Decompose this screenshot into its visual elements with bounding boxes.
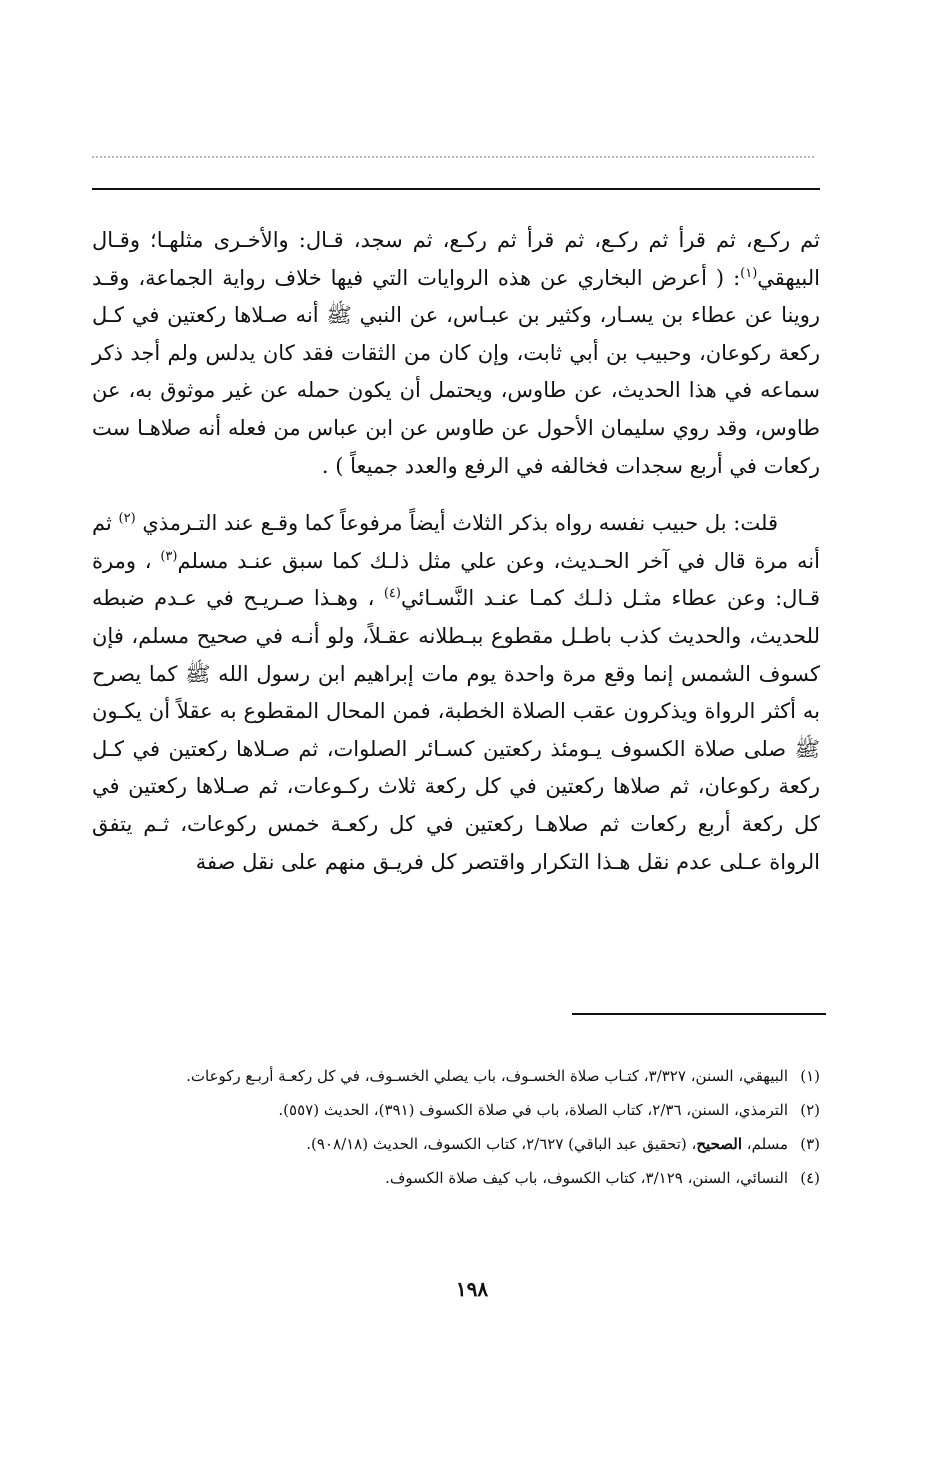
header-dotted-rule <box>92 156 814 158</box>
footnote-text: البيهقي، السنن، ٣/٣٢٧، كتـاب صلاة الخسـوف، باب يصلي الخسـوف، في كل ركعـة أربـع ركوعات. <box>186 1067 788 1085</box>
footnote-1 <box>98 1064 820 1088</box>
footnote-text: الترمذي، السنن، ٢/٣٦، كتاب الصلاة، باب في صلاة الكسوف (٣٩١)، الحديث (٥٥٧). <box>278 1101 788 1119</box>
footnote-text <box>98 1132 788 1156</box>
footnote-ref-2: (٢) <box>118 511 136 527</box>
header-rule <box>92 188 820 190</box>
footnote-ref-3: (٣) <box>160 548 178 564</box>
footnote-number: (٤) <box>800 1169 820 1187</box>
footnote-text-part: مسلم، <box>742 1135 788 1153</box>
footnote-book-title: الصحيح <box>696 1135 743 1153</box>
footnote-number: (١) <box>800 1067 820 1085</box>
footnote-separator <box>572 1013 826 1015</box>
footnote-4 <box>98 1166 820 1190</box>
paragraph-2-part-a: قلت: بل حبيب نفسه رواه بذكر الثلاث أيضاً مرفوعاً كما وقـع عند التـرمذي <box>142 511 778 536</box>
footnotes <box>98 1064 820 1200</box>
paragraph-2-part-c: ، ومرة قـال: وعن عطاء مثـل ذلـك كمـا عنـد النَّسـائي <box>92 548 821 611</box>
footnote-ref-4: (٤) <box>383 586 401 602</box>
footnote-ref-1: (١) <box>740 265 758 281</box>
footnote-number: (٣) <box>800 1135 820 1153</box>
footnote-number: (٢) <box>800 1101 820 1119</box>
paragraph-1-part-a: ثم ركـع، ثم قرأ ثم ركـع، ثم قرأ ثم ركـع، ثم سجد، قـال: والأخـرى مثلهـا؛ وقـال البيهقي <box>92 228 820 290</box>
paragraph-1 <box>92 222 820 485</box>
main-text <box>92 222 820 881</box>
footnote-3 <box>98 1132 820 1156</box>
paragraph-2-part-b: ثم أنه مرة قال في آخر الحـديث، وعن علي مثل ذلـك كما سبق عنـد مسلم <box>92 511 820 573</box>
paragraph-1-part-b: : ( أعرض البخاري عن هذه الروايات التي فيها خلاف رواية الجماعة، وقـد روينا عن عطاء بن يسـار، وكثير بن عبـاس، عن النبي ﷺ أنه صـلاها ركعتين في كـل ركعة ركوعان، وحبيب بن أبي ثابت، وإن كان من الثقات فقد كان يدلس ولم أجد ذكر سماعه في هذا الحديث، عن طاوس، ويحتمل أن يكون حمله عن غير موثوق به، عن طاوس، وقد روي سليمان الأحول عن طاوس عن ابن عباس من فعله أنه صلاهـا ست ركعات في أربع سجدات فخالفه في الرفع والعدد جميعاً ) . <box>92 265 820 478</box>
paragraph-2-part-d: ، وهـذا صـريـح في عـدم ضبطه للحديث، والحديث كذب باطـل مقطوع ببـطلانه عقـلاً، ولو أنـه في صحيح مسلم، فإن كسوف الشمس إنما وقع مرة واحدة يوم مات إبراهيم ابن رسول الله ﷺ كما يصرح به أكثر الرواة ويذكرون عقب الصلاة الخطبة، فمن المحال المقطوع به عقلاً أن يكـون ﷺ صلى صلاة الكسوف يـومئذ ركعتين كسـائر الصلوات، ثم صـلاها ركعتين في كـل ركعة ركوعان، ثم صلاها ركعتين في كل ركعة ثلاث ركـوعات، ثم صـلاها ركعتين في كل ركعة أربع ركعات ثم صلاهـا ركعتين في كل ركعـة خمس ركوعات، ثـم يتفق الرواة عـلى عدم نقل هـذا التكرار واقتصر كل فريـق منهم على نقل صفة <box>92 586 820 874</box>
footnote-text: النسائي، السنن، ٣/١٢٩، كتاب الكسوف، باب كيف صلاة الكسوف. <box>385 1169 788 1187</box>
footnote-text-part: ، (تحقيق عبد الباقي) ٢/٦٢٧، كتاب الكسوف، الحديث (٩٠٨/١٨). <box>306 1135 697 1153</box>
paragraph-2 <box>92 505 820 881</box>
footnote-2 <box>98 1098 820 1122</box>
page-number: ١٩٨ <box>455 1277 489 1301</box>
